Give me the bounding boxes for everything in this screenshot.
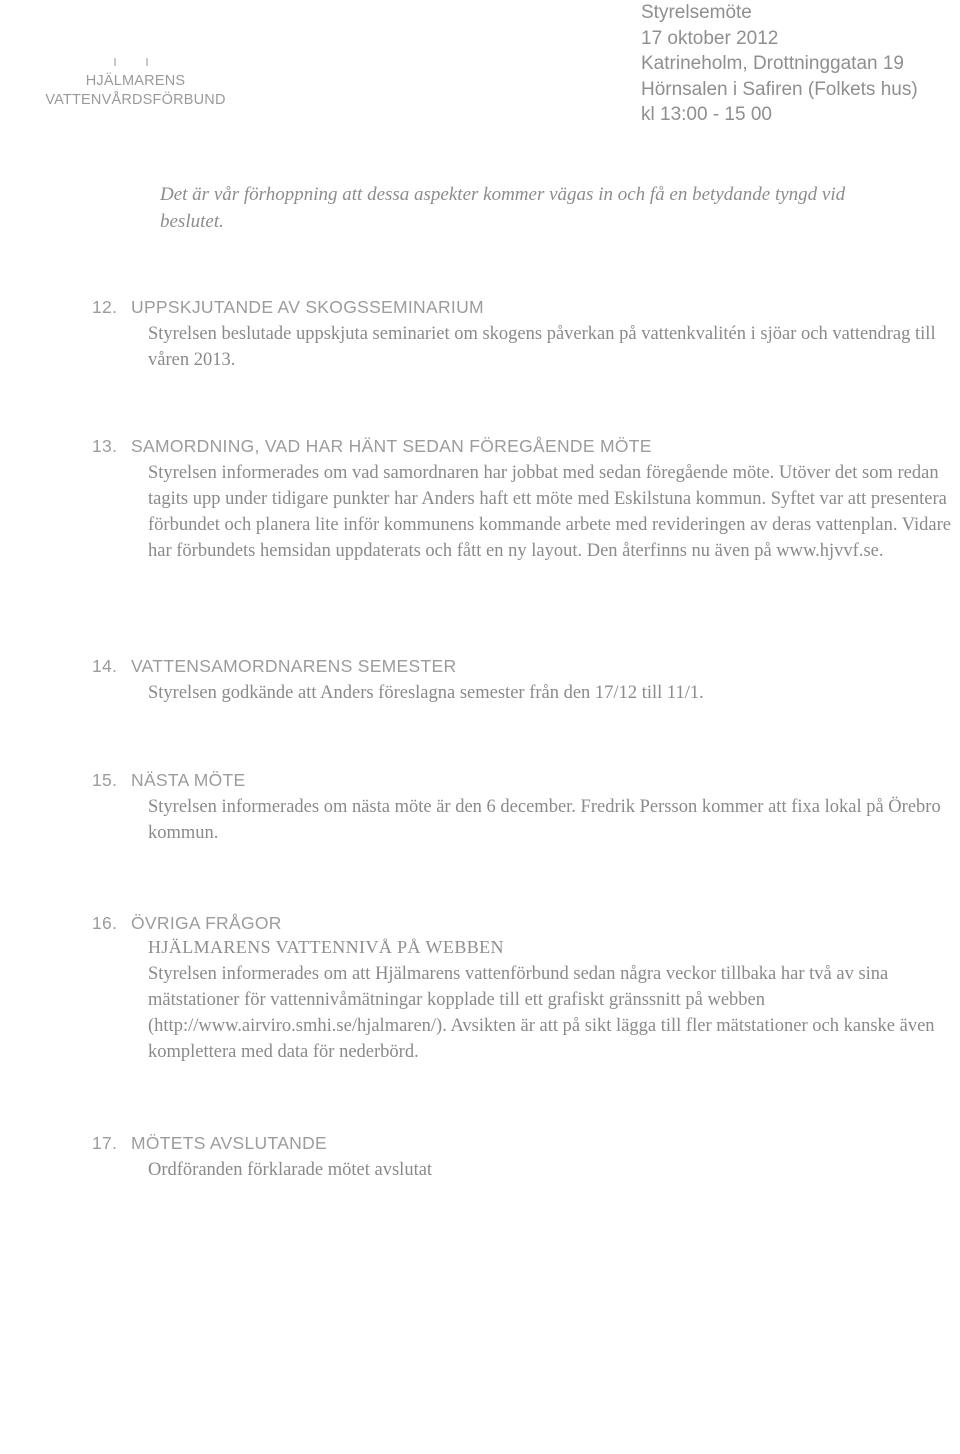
section-heading	[92, 768, 960, 792]
section-15	[92, 768, 960, 846]
section-17	[92, 1131, 960, 1183]
section-number: 14.	[92, 656, 118, 676]
section-13	[92, 434, 960, 564]
section-heading	[92, 434, 960, 458]
section-heading	[92, 654, 960, 678]
section-body: Styrelsen informerades om nästa möte är den 6 december. Fredrik Persson kommer att fixa lokal på Örebro kommun.	[148, 797, 941, 843]
meeting-title: Styrelsemöte	[641, 2, 752, 23]
section-subheading: HJÄLMARENS VATTENNIVÅ PÅ WEBBEN	[148, 937, 504, 957]
logo-mark	[110, 58, 154, 68]
meeting-room: Hörnsalen i Safiren (Folkets hus)	[641, 78, 918, 100]
section-heading	[92, 295, 960, 319]
section-16	[92, 911, 960, 1065]
section-title: MÖTETS AVSLUTANDE	[131, 1133, 328, 1153]
meeting-time: kl 13:00 - 15 00	[641, 104, 772, 125]
section-heading	[92, 1131, 960, 1155]
intro-note: Det är vår förhoppning att dessa aspekter kommer vägas in och få en betydande tyngd vid beslutet.	[160, 184, 846, 232]
org-name-line1: HJÄLMARENS	[85, 73, 186, 89]
section-title: VATTENSAMORDNARENS SEMESTER	[131, 656, 457, 676]
meeting-info	[641, 0, 918, 128]
section-number: 13.	[92, 436, 118, 456]
section-12	[92, 295, 960, 373]
section-body: Ordföranden förklarade mötet avslutat	[148, 1160, 433, 1180]
section-number: 15.	[92, 770, 118, 790]
section-title: ÖVRIGA FRÅGOR	[131, 913, 282, 933]
section-title: UPPSKJUTANDE AV SKOGSSEMINARIUM	[131, 297, 484, 317]
section-number: 12.	[92, 297, 118, 317]
section-14	[92, 654, 960, 706]
section-number: 16.	[92, 913, 118, 933]
section-body: Styrelsen godkände att Anders föreslagna semester från den 17/12 till 11/1.	[148, 683, 704, 703]
meeting-address: Katrineholm, Drottninggatan 19	[641, 53, 904, 74]
section-heading	[92, 911, 960, 935]
section-title: SAMORDNING, VAD HAR HÄNT SEDAN FÖREGÅENDE MÖTE	[131, 436, 652, 456]
section-body: Styrelsen beslutade uppskjuta seminariet om skogens påverkan på vattenkvalitén i sjöar och vattendrag till våren 2013.	[148, 324, 936, 370]
section-body: Styrelsen informerades om att Hjälmarens vattenförbund sedan några veckor tillbaka har två av sina mätstationer för vattennivåmätningar kopplade till ett grafiskt gränssnitt på webben (http://www.airviro.smhi.se/hjalmaren/). Avsikten är att på sikt lägga till fler mätstationer och kanske även komplettera med data för nederbörd.	[148, 964, 935, 1062]
org-name-line2: VATTENVÅRDSFÖRBUND	[45, 92, 226, 108]
meeting-date: 17 oktober 2012	[641, 27, 779, 49]
organization-logo-text	[18, 72, 253, 110]
section-number: 17.	[92, 1133, 118, 1153]
section-body: Styrelsen informerades om vad samordnaren har jobbat med sedan föregående möte. Utöver det som redan tagits upp under tidigare punkter har Anders haft ett möte med Eskilstuna kommun. Syftet var att presentera förbundet och planera lite inför kommunens kommande arbete med revideringen av deras vattenplan. Vidare har förbundets hemsidan uppdaterats och fått en ny layout. Den återfinns nu även på www.hjvvf.se.	[148, 463, 952, 561]
section-title: NÄSTA MÖTE	[131, 770, 246, 790]
